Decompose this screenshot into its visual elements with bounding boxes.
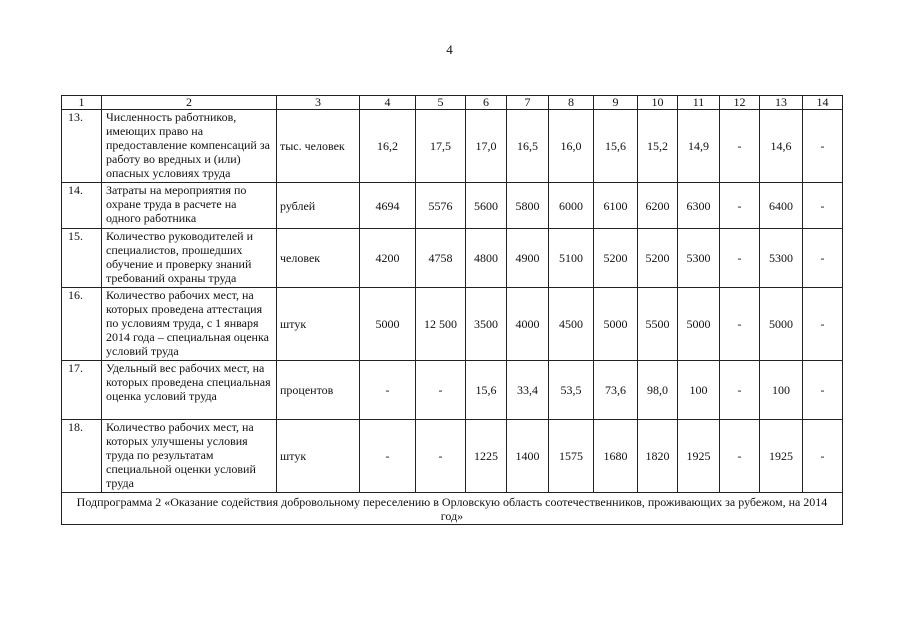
value-cell: 4694 xyxy=(360,183,416,229)
row-number: 13. xyxy=(62,110,102,183)
indicator-name: Затраты на мероприятия по охране труда в расчете на одного работника xyxy=(102,183,277,229)
unit-of-measure: процентов xyxy=(277,361,360,420)
value-cell: 5000 xyxy=(360,288,416,361)
value-cell: 1925 xyxy=(678,420,720,493)
value-cell: 4900 xyxy=(507,229,549,288)
row-number: 17. xyxy=(62,361,102,420)
subprogram-title: Подпрограмма 2 «Оказание содействия добровольному переселению в Орловскую область соотечественников, проживающих за рубежом, на 2014 год» xyxy=(62,493,843,525)
indicator-name: Количество рабочих мест, на которых улучшены условия труда по результатам специальной оценки условий труда xyxy=(102,420,277,493)
value-cell: 5000 xyxy=(594,288,638,361)
column-number: 5 xyxy=(416,96,466,110)
value-cell: 5100 xyxy=(549,229,594,288)
value-cell: 17,0 xyxy=(466,110,507,183)
column-number: 8 xyxy=(549,96,594,110)
value-cell: - xyxy=(720,361,760,420)
table-row xyxy=(62,420,843,493)
value-cell: 4200 xyxy=(360,229,416,288)
value-cell: 33,4 xyxy=(507,361,549,420)
value-cell: 16,2 xyxy=(360,110,416,183)
column-number: 9 xyxy=(594,96,638,110)
value-cell: - xyxy=(803,229,843,288)
column-number: 11 xyxy=(678,96,720,110)
column-number: 3 xyxy=(277,96,360,110)
value-cell: 12 500 xyxy=(416,288,466,361)
table-row xyxy=(62,183,843,229)
value-cell: 4500 xyxy=(549,288,594,361)
column-number: 2 xyxy=(102,96,277,110)
value-cell: - xyxy=(360,361,416,420)
value-cell: - xyxy=(803,361,843,420)
indicator-name: Удельный вес рабочих мест, на которых проведена специальная оценка условий труда xyxy=(102,361,277,420)
value-cell: 1680 xyxy=(594,420,638,493)
column-number: 6 xyxy=(466,96,507,110)
page-number: 4 xyxy=(446,42,453,57)
value-cell: - xyxy=(803,183,843,229)
unit-of-measure: рублей xyxy=(277,183,360,229)
value-cell: 17,5 xyxy=(416,110,466,183)
unit-of-measure: штук xyxy=(277,420,360,493)
value-cell: - xyxy=(720,183,760,229)
value-cell: - xyxy=(416,420,466,493)
value-cell: 6000 xyxy=(549,183,594,229)
indicator-name: Количество рабочих мест, на которых проведена аттестация по условиям труда, с 1 января 2014 года – специальная оценка условий труда xyxy=(102,288,277,361)
value-cell: - xyxy=(803,110,843,183)
value-cell: - xyxy=(720,288,760,361)
value-cell: 53,5 xyxy=(549,361,594,420)
column-number: 7 xyxy=(507,96,549,110)
column-number: 1 xyxy=(62,96,102,110)
value-cell: 1820 xyxy=(638,420,678,493)
column-number: 13 xyxy=(760,96,803,110)
value-cell: 98,0 xyxy=(638,361,678,420)
value-cell: 100 xyxy=(760,361,803,420)
value-cell: 14,6 xyxy=(760,110,803,183)
row-number: 16. xyxy=(62,288,102,361)
value-cell: 6300 xyxy=(678,183,720,229)
unit-of-measure: штук xyxy=(277,288,360,361)
column-number-row xyxy=(62,96,843,110)
value-cell: 16,0 xyxy=(549,110,594,183)
value-cell: 15,6 xyxy=(594,110,638,183)
table-row xyxy=(62,229,843,288)
value-cell: 6100 xyxy=(594,183,638,229)
column-number: 14 xyxy=(803,96,843,110)
value-cell: 5000 xyxy=(678,288,720,361)
value-cell: 6400 xyxy=(760,183,803,229)
value-cell: 5200 xyxy=(638,229,678,288)
value-cell: 3500 xyxy=(466,288,507,361)
unit-of-measure: человек xyxy=(277,229,360,288)
row-number: 14. xyxy=(62,183,102,229)
value-cell: 4758 xyxy=(416,229,466,288)
value-cell: 14,9 xyxy=(678,110,720,183)
value-cell: 16,5 xyxy=(507,110,549,183)
value-cell: - xyxy=(416,361,466,420)
value-cell: 5600 xyxy=(466,183,507,229)
indicators-table xyxy=(61,95,843,525)
table-row xyxy=(62,361,843,420)
value-cell: 1925 xyxy=(760,420,803,493)
value-cell: 5500 xyxy=(638,288,678,361)
row-number: 18. xyxy=(62,420,102,493)
indicator-name: Количество руководителей и специалистов, прошедших обучение и проверку знаний требований охраны труда xyxy=(102,229,277,288)
value-cell: 4800 xyxy=(466,229,507,288)
value-cell: - xyxy=(803,420,843,493)
table-row xyxy=(62,288,843,361)
row-number: 15. xyxy=(62,229,102,288)
column-number: 4 xyxy=(360,96,416,110)
value-cell: 1575 xyxy=(549,420,594,493)
value-cell: 6200 xyxy=(638,183,678,229)
value-cell: 5000 xyxy=(760,288,803,361)
value-cell: 5200 xyxy=(594,229,638,288)
value-cell: 15,6 xyxy=(466,361,507,420)
value-cell: 5300 xyxy=(760,229,803,288)
value-cell: 5800 xyxy=(507,183,549,229)
subprogram-row xyxy=(62,493,843,525)
value-cell: - xyxy=(720,229,760,288)
unit-of-measure: тыс. человек xyxy=(277,110,360,183)
value-cell: 15,2 xyxy=(638,110,678,183)
value-cell: - xyxy=(803,288,843,361)
value-cell: - xyxy=(720,110,760,183)
indicator-name: Численность работников, имеющих право на предоставление компенсаций за работу во вредных и (или) опасных условиях труда xyxy=(102,110,277,183)
value-cell: - xyxy=(720,420,760,493)
value-cell: - xyxy=(360,420,416,493)
value-cell: 1400 xyxy=(507,420,549,493)
value-cell: 5300 xyxy=(678,229,720,288)
column-number: 12 xyxy=(720,96,760,110)
value-cell: 100 xyxy=(678,361,720,420)
table-row xyxy=(62,110,843,183)
column-number: 10 xyxy=(638,96,678,110)
value-cell: 1225 xyxy=(466,420,507,493)
value-cell: 73,6 xyxy=(594,361,638,420)
value-cell: 4000 xyxy=(507,288,549,361)
value-cell: 5576 xyxy=(416,183,466,229)
